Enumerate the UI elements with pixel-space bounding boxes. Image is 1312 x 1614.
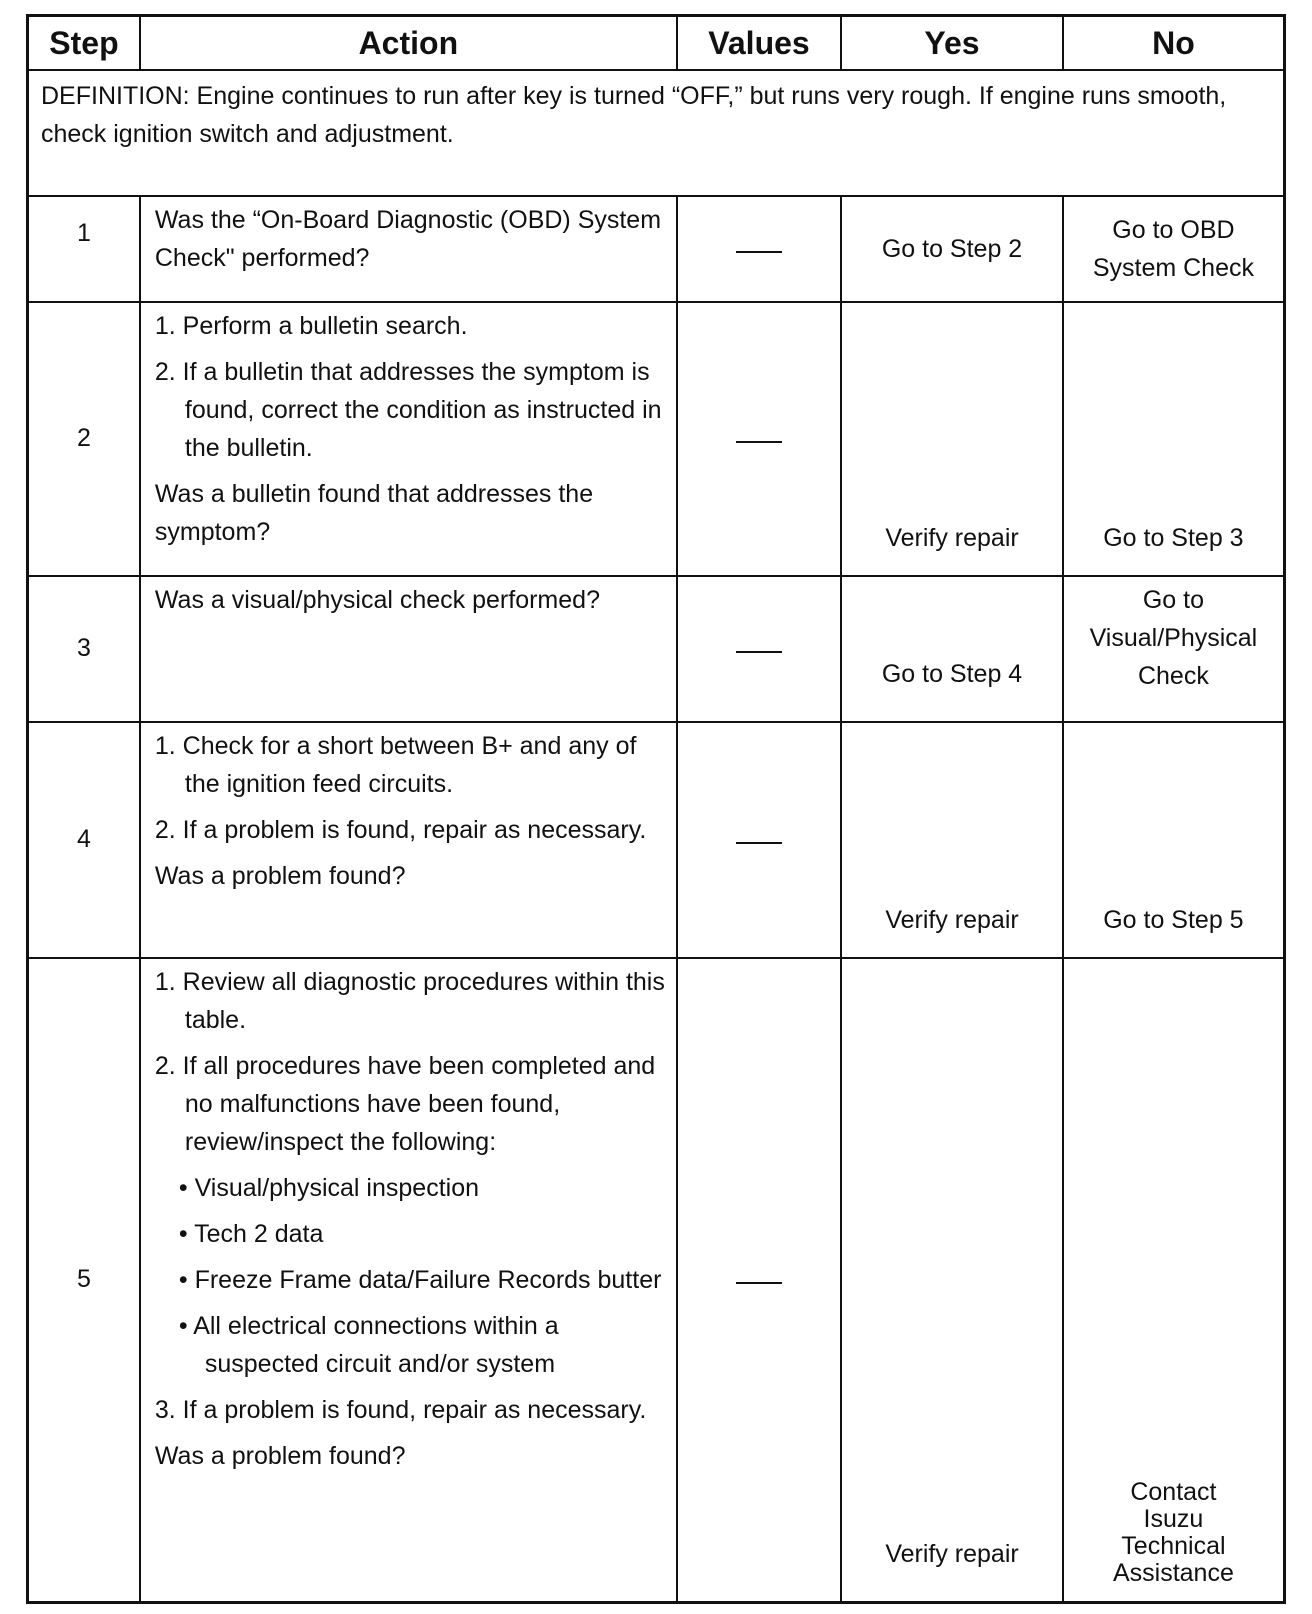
yes-text: Go to Step 2 bbox=[881, 234, 1023, 263]
value-cell bbox=[677, 576, 841, 722]
step-number: 4 bbox=[28, 722, 140, 958]
value-cell bbox=[677, 302, 841, 576]
value-cell bbox=[677, 958, 841, 1603]
no-cell bbox=[1063, 196, 1285, 302]
yes-text: Go to Step 4 bbox=[881, 659, 1023, 688]
step-number: 1 bbox=[28, 196, 140, 302]
no-text-line: Contact bbox=[1130, 1478, 1217, 1506]
value-cell bbox=[677, 196, 841, 302]
definition-row bbox=[28, 70, 1285, 196]
no-text bbox=[1064, 1479, 1283, 1587]
diagnostic-table bbox=[26, 14, 1286, 1604]
yes-cell bbox=[841, 722, 1063, 958]
bullet-item: • Freeze Frame data/Failure Records butter bbox=[178, 1265, 662, 1294]
value-dash bbox=[736, 651, 782, 653]
action-item: 2. If all procedures have been completed and no malfunctions have been found, review/inspect the following: bbox=[154, 1051, 656, 1156]
header-row bbox=[28, 16, 1285, 71]
action-item: 3. If a problem is found, repair as necessary. bbox=[154, 1395, 647, 1424]
no-cell bbox=[1063, 302, 1285, 576]
action-cell bbox=[140, 958, 677, 1603]
action-cell bbox=[140, 302, 677, 576]
definition-text: DEFINITION: Engine continues to run after key is turned “OFF,” but runs very rough. If engine runs smooth, check ignition switch and adjustment. bbox=[28, 70, 1285, 196]
no-text: Go to Step 3 bbox=[1103, 523, 1244, 552]
table-row bbox=[28, 958, 1285, 1603]
no-text: Go to Visual/Physical Check bbox=[1089, 585, 1258, 690]
header-action: Action bbox=[140, 16, 677, 71]
action-item: 2. If a bulletin that addresses the symptom is found, correct the condition as instructed in the bulletin. bbox=[154, 357, 662, 462]
header-values: Values bbox=[677, 16, 841, 71]
yes-text: Verify repair bbox=[885, 523, 1019, 552]
yes-cell bbox=[841, 196, 1063, 302]
action-question: Was a visual/physical check performed? bbox=[154, 585, 600, 614]
header-no: No bbox=[1063, 16, 1285, 71]
action-item: 2. If a problem is found, repair as necessary. bbox=[154, 815, 647, 844]
action-question: Was a problem found? bbox=[154, 861, 406, 890]
table-row bbox=[28, 576, 1285, 722]
step-number: 3 bbox=[28, 576, 140, 722]
yes-text: Verify repair bbox=[885, 905, 1019, 934]
yes-text: Verify repair bbox=[885, 1540, 1019, 1568]
action-question: Was the “On-Board Diagnostic (OBD) System Check" performed? bbox=[154, 205, 662, 272]
table-row bbox=[28, 722, 1285, 958]
action-item: 1. Check for a short between B+ and any of the ignition feed circuits. bbox=[154, 731, 637, 798]
no-text-line: Technical bbox=[1121, 1532, 1226, 1560]
value-dash bbox=[736, 1282, 782, 1284]
value-dash bbox=[736, 441, 782, 443]
table-row bbox=[28, 302, 1285, 576]
no-text-line: Isuzu bbox=[1143, 1505, 1204, 1533]
header-step: Step bbox=[28, 16, 140, 71]
value-dash bbox=[736, 251, 782, 253]
action-item: 1. Review all diagnostic procedures within this table. bbox=[154, 967, 665, 1034]
bullet-item: • Tech 2 data bbox=[178, 1219, 324, 1248]
no-text: Go to Step 5 bbox=[1103, 905, 1244, 934]
value-cell bbox=[677, 722, 841, 958]
yes-cell bbox=[841, 958, 1063, 1603]
yes-cell bbox=[841, 302, 1063, 576]
header-yes: Yes bbox=[841, 16, 1063, 71]
no-cell bbox=[1063, 722, 1285, 958]
action-cell bbox=[140, 576, 677, 722]
yes-cell bbox=[841, 576, 1063, 722]
no-text: Go to OBD System Check bbox=[1092, 215, 1254, 282]
step-number: 2 bbox=[28, 302, 140, 576]
table-row bbox=[28, 196, 1285, 302]
no-cell bbox=[1063, 958, 1285, 1603]
action-cell bbox=[140, 196, 677, 302]
action-question: Was a problem found? bbox=[154, 1441, 406, 1470]
action-cell bbox=[140, 722, 677, 958]
bullet-item: • All electrical connections within a suspected circuit and/or system bbox=[178, 1311, 559, 1378]
step-number: 5 bbox=[28, 958, 140, 1603]
no-text-line: Assistance bbox=[1112, 1559, 1234, 1587]
bullet-item: • Visual/physical inspection bbox=[178, 1173, 479, 1202]
value-dash bbox=[736, 842, 782, 844]
action-item: 1. Perform a bulletin search. bbox=[154, 311, 468, 340]
no-cell bbox=[1063, 576, 1285, 722]
action-question: Was a bulletin found that addresses the symptom? bbox=[154, 479, 594, 546]
